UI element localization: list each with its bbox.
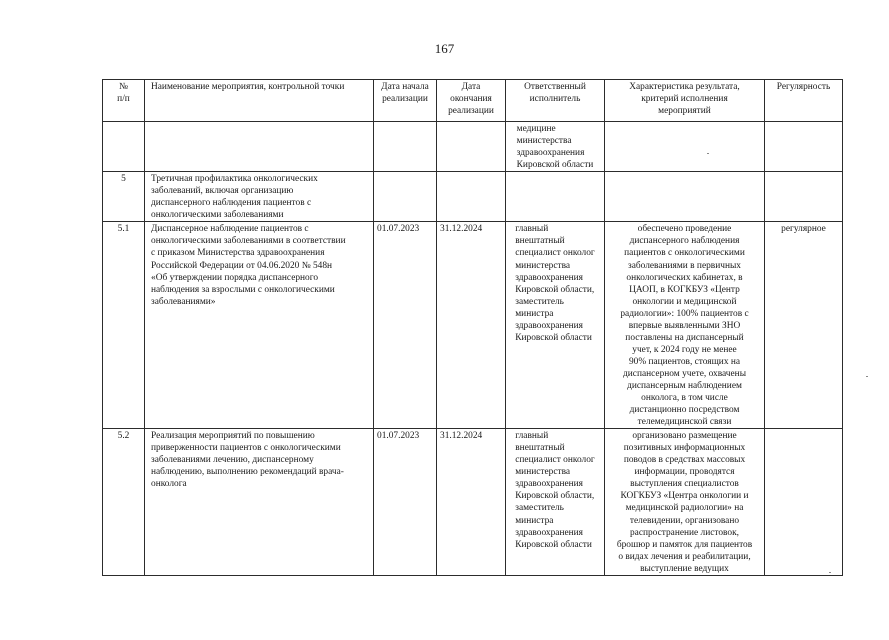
text-line: диспансерного наблюдения xyxy=(629,236,740,247)
cell-result xyxy=(605,429,765,576)
cell-result xyxy=(605,222,765,429)
text-line: внештатный xyxy=(515,236,565,247)
text-line: КОГКБУЗ «Центра онкологии и xyxy=(620,491,749,502)
cell-start-date xyxy=(374,122,437,172)
cell-responsible xyxy=(506,429,605,576)
cell-num xyxy=(103,122,145,172)
text-line: министра xyxy=(515,515,554,526)
cell-regularity xyxy=(765,122,843,172)
cell-responsible xyxy=(506,172,605,222)
text-line: Кировской области, xyxy=(515,284,595,295)
text-line: Ответственный xyxy=(524,82,586,92)
scan-speck xyxy=(829,572,831,573)
text-line: специалист онколог xyxy=(515,248,595,259)
cell-result xyxy=(605,122,765,172)
text-line: заместитель xyxy=(515,503,564,514)
text-line: внештатный xyxy=(515,443,565,454)
header-result xyxy=(605,80,765,122)
cell-responsible xyxy=(506,122,605,172)
cell-name xyxy=(145,172,374,222)
text-line: главный xyxy=(515,224,549,235)
cell-end-date: 31.12.2024 xyxy=(437,222,506,429)
text-line: диспансерном учете, охвачены xyxy=(623,368,746,379)
text-line: 90% пациентов, стоящих на xyxy=(628,356,741,367)
table-row xyxy=(103,222,843,429)
text-line: п/п xyxy=(117,94,130,105)
text-line: пациентов с онкологическими xyxy=(624,248,745,259)
text-line: медицине xyxy=(516,124,556,134)
text-line: заместитель xyxy=(515,296,564,307)
page-number: 167 xyxy=(434,41,455,56)
text-line: Кировской области xyxy=(515,539,592,550)
text-line: критерий исполнения xyxy=(641,94,728,105)
text-line: специалист онколог xyxy=(515,455,595,466)
cell-start-date: 01.07.2023 xyxy=(374,222,437,429)
text-line: министерства xyxy=(515,260,571,271)
cell-responsible xyxy=(506,222,605,429)
header-name xyxy=(145,80,374,122)
text-line: исполнитель xyxy=(529,94,581,105)
cell-start-date: 01.07.2023 xyxy=(374,429,437,576)
text-line: онкологических кабинетах, в xyxy=(626,272,743,283)
text-line: поводов в средствах массовых xyxy=(623,455,746,466)
header-start-date xyxy=(374,80,437,122)
cell-name xyxy=(145,222,374,429)
cell-name xyxy=(145,429,374,576)
text-line: ЦАОП, в КОГКБУЗ «Центр xyxy=(629,284,740,295)
text-line: Дата xyxy=(461,82,481,92)
text-line: онкологическими заболеваниями xyxy=(151,210,284,221)
text-line: заболеваниями в первичных xyxy=(628,260,741,271)
text-line: министерства xyxy=(515,467,571,478)
scan-speck xyxy=(866,376,868,377)
table-header-row xyxy=(103,80,843,122)
text-line: онкологическими заболеваниями в соответствии xyxy=(151,236,346,247)
activities-table xyxy=(102,79,843,576)
text-line: учет, к 2024 году не менее xyxy=(632,344,737,355)
scan-speck xyxy=(707,153,709,154)
table-row xyxy=(103,429,843,576)
cell-name xyxy=(145,122,374,172)
text-line: дистанционно посредством xyxy=(629,405,740,416)
cell-num: 5.1 xyxy=(103,222,145,429)
text-line: здравоохранения xyxy=(515,272,583,283)
text-line: онколога xyxy=(151,479,187,490)
text-line: наблюдению, выполнению рекомендаций врача- xyxy=(151,467,344,478)
text-line: Характеристика результата, xyxy=(629,82,740,92)
text-line: поставлены на диспансерный xyxy=(625,332,744,343)
text-line: Реализация мероприятий по повышению xyxy=(151,431,315,442)
text-line: выступление ведущих xyxy=(640,563,729,574)
cell-regularity: регулярное xyxy=(765,222,843,429)
text-line: здравоохранения xyxy=(515,320,583,331)
text-line: медицинской радиологии» на xyxy=(625,503,744,514)
text-line: Регулярность xyxy=(776,82,831,92)
cell-num: 5 xyxy=(103,172,145,222)
table-row xyxy=(103,122,843,172)
text-line: реализации xyxy=(382,94,428,105)
text-line: министерства xyxy=(516,136,572,147)
text-line: приверженности пациентов с онкологическими xyxy=(151,443,341,454)
text-line: наблюдения за взрослыми с онкологическими xyxy=(151,284,335,295)
text-line: здравоохранения xyxy=(515,479,583,490)
text-line: о видах лечения и реабилитации, xyxy=(618,551,751,562)
cell-regularity xyxy=(765,429,843,576)
header-num xyxy=(103,80,145,122)
text-line: № xyxy=(119,82,128,92)
text-line: диспансерного наблюдения пациентов с xyxy=(151,198,312,209)
text-line: брошюр и памяток для пациентов xyxy=(616,539,753,550)
text-line: с приказом Министерства здравоохранения xyxy=(151,248,325,259)
table-row xyxy=(103,172,843,222)
text-line: Диспансерное наблюдение пациентов с xyxy=(151,224,309,235)
text-line: телевидении, организовано xyxy=(629,515,740,526)
text-line: «Об утверждении порядка диспансерного xyxy=(151,272,319,283)
text-line: Дата начала xyxy=(381,82,429,92)
cell-result xyxy=(605,172,765,222)
header-end-date xyxy=(437,80,506,122)
text-line: здравоохранения xyxy=(515,527,583,538)
text-line: Кировской области, xyxy=(515,491,595,502)
cell-num: 5.2 xyxy=(103,429,145,576)
text-line: онкологии и медицинской xyxy=(632,296,737,307)
text-line: Российской Федерации от 04.06.2020 № 548н xyxy=(151,260,333,271)
text-line: телемедицинской связи xyxy=(637,417,732,428)
text-line: заболеваниями лечению, диспансерному xyxy=(151,455,314,466)
text-line: радиологии»: 100% пациентов с xyxy=(620,308,749,319)
text-line: главный xyxy=(515,431,549,442)
text-line: диспансерным наблюдением xyxy=(627,380,742,391)
cell-start-date xyxy=(374,172,437,222)
cell-end-date xyxy=(437,172,506,222)
text-line: Кировской области xyxy=(516,160,594,171)
cell-end-date: 31.12.2024 xyxy=(437,429,506,576)
text-line: распространение листовок, xyxy=(629,527,740,538)
text-line: впервые выявленными ЗНО xyxy=(628,320,741,331)
text-line: министра xyxy=(515,308,554,319)
text-line: здравоохранения xyxy=(516,148,585,159)
header-responsible xyxy=(506,80,605,122)
header-regularity xyxy=(765,80,843,122)
text-line: реализации xyxy=(448,106,494,117)
text-line: Кировской области xyxy=(515,332,592,343)
text-line: заболеваниями» xyxy=(151,296,216,307)
text-line: организовано размещение xyxy=(632,431,737,442)
text-line: окончания xyxy=(450,94,492,105)
text-line: заболеваний, включая организацию xyxy=(151,186,294,197)
text-line: мероприятий xyxy=(658,106,711,117)
text-line: выступления специалистов xyxy=(630,479,739,490)
text-line: обеспечено проведение xyxy=(637,224,732,235)
cell-end-date xyxy=(437,122,506,172)
text-line: Третичная профилактика онкологических xyxy=(151,174,318,185)
text-line: позитивных информационных xyxy=(623,443,746,454)
text-line: информации, проводятся xyxy=(634,467,735,478)
text-line: онколога, в том числе xyxy=(641,393,728,404)
cell-regularity xyxy=(765,172,843,222)
text-line: Наименование мероприятия, контрольной точки xyxy=(151,82,345,92)
